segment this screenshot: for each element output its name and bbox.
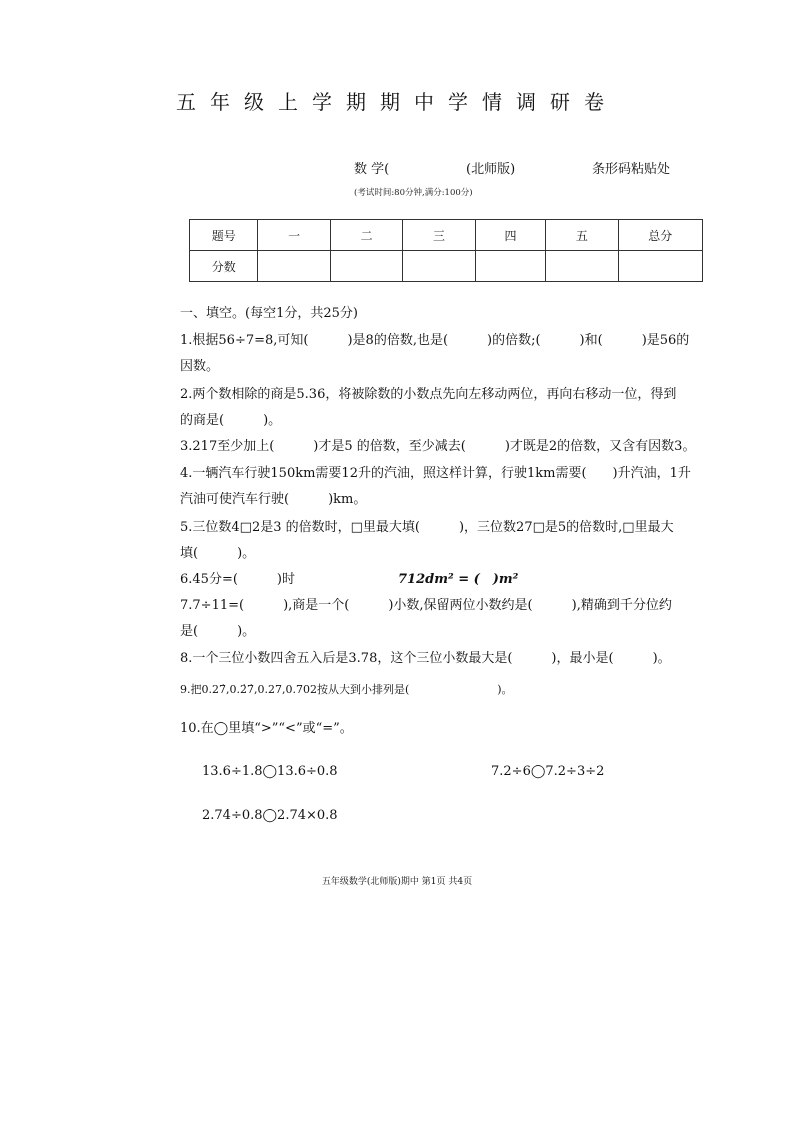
question-4-line-1: 4.一辆汽车行驶150km需要12升的汽油，照这样计算，行驶1km需要( )升汽油，1升 — [180, 466, 691, 481]
table-cell: 二 — [330, 220, 402, 251]
table-cell: 四 — [475, 220, 545, 251]
score-input-cell — [330, 251, 402, 282]
barcode-area-label: 条形码粘贴处 — [592, 162, 671, 177]
score-table — [189, 219, 703, 282]
table-cell: 总分 — [618, 220, 702, 251]
question-5-line-1: 5.三位数4□2是3 的倍数时，□里最大填( )，三位数27□是5的倍数时,□里最大 — [180, 520, 674, 535]
question-6-part-a: 6.45分=( )时 — [180, 572, 295, 587]
section-1-heading: 一、填空。(每空1分，共25分) — [180, 306, 358, 321]
score-table-header-row — [190, 220, 703, 251]
compare-item-1: 13.6÷1.8◯13.6÷0.8 — [202, 764, 338, 779]
question-1-line-2: 因数。 — [180, 359, 220, 374]
question-6-part-b: 712dm² = ( )m² — [398, 572, 519, 587]
score-input-cell — [618, 251, 702, 282]
question-7-line-2: 是( )。 — [180, 624, 256, 639]
table-cell: 三 — [403, 220, 475, 251]
question-1-line-1: 1.根据56÷7=8,可知( )是8的倍数,也是( )的倍数;( )和( )是56的 — [180, 333, 690, 348]
question-8: 8.一个三位小数四舍五入后是3.78，这个三位小数最大是( )，最小是( )。 — [180, 651, 671, 666]
score-input-cell — [475, 251, 545, 282]
score-input-cell — [403, 251, 475, 282]
subject-label: 数 学( — [354, 162, 390, 177]
question-10: 10.在◯里填“>”“<”或“=”。 — [180, 721, 353, 736]
score-input-cell — [546, 251, 618, 282]
question-7-line-1: 7.7÷11=( ),商是一个( )小数,保留两位小数约是( ),精确到千分位约 — [180, 598, 672, 613]
question-9: 9.把0.27̇,0.2̇7̇,0.27,0.702按从大到小排列是( )。 — [180, 683, 513, 696]
question-5-line-2: 填( )。 — [180, 546, 256, 561]
page-footer: 五年级数学(北师版)期中 第1页 共4页 — [321, 877, 473, 887]
table-cell: 五 — [546, 220, 618, 251]
table-cell: 一 — [258, 220, 330, 251]
compare-item-3: 2.74÷0.8◯2.74×0.8 — [202, 808, 338, 823]
question-4-line-2: 汽油可使汽车行驶( )km。 — [180, 492, 367, 507]
table-cell: 分数 — [190, 251, 258, 282]
score-table-score-row — [190, 251, 703, 282]
edition-label: (北师版) — [466, 162, 516, 177]
compare-item-2: 7.2÷6◯7.2÷3÷2 — [491, 764, 605, 779]
exam-note: (考试时间:80分钟,满分:100分) — [354, 188, 473, 198]
score-input-cell — [258, 251, 330, 282]
table-cell: 题号 — [190, 220, 258, 251]
question-3: 3.217至少加上( )才是5 的倍数，至少减去( )才既是2的倍数，又含有因数3。 — [180, 439, 696, 454]
page-title: 五年级上学期期中学情调研卷 — [176, 90, 618, 114]
question-2-line-2: 的商是( )。 — [180, 413, 282, 428]
question-2-line-1: 2.两个数相除的商是5.36，将被除数的小数点先向左移动两位，再向右移动一位，得到 — [180, 387, 677, 402]
